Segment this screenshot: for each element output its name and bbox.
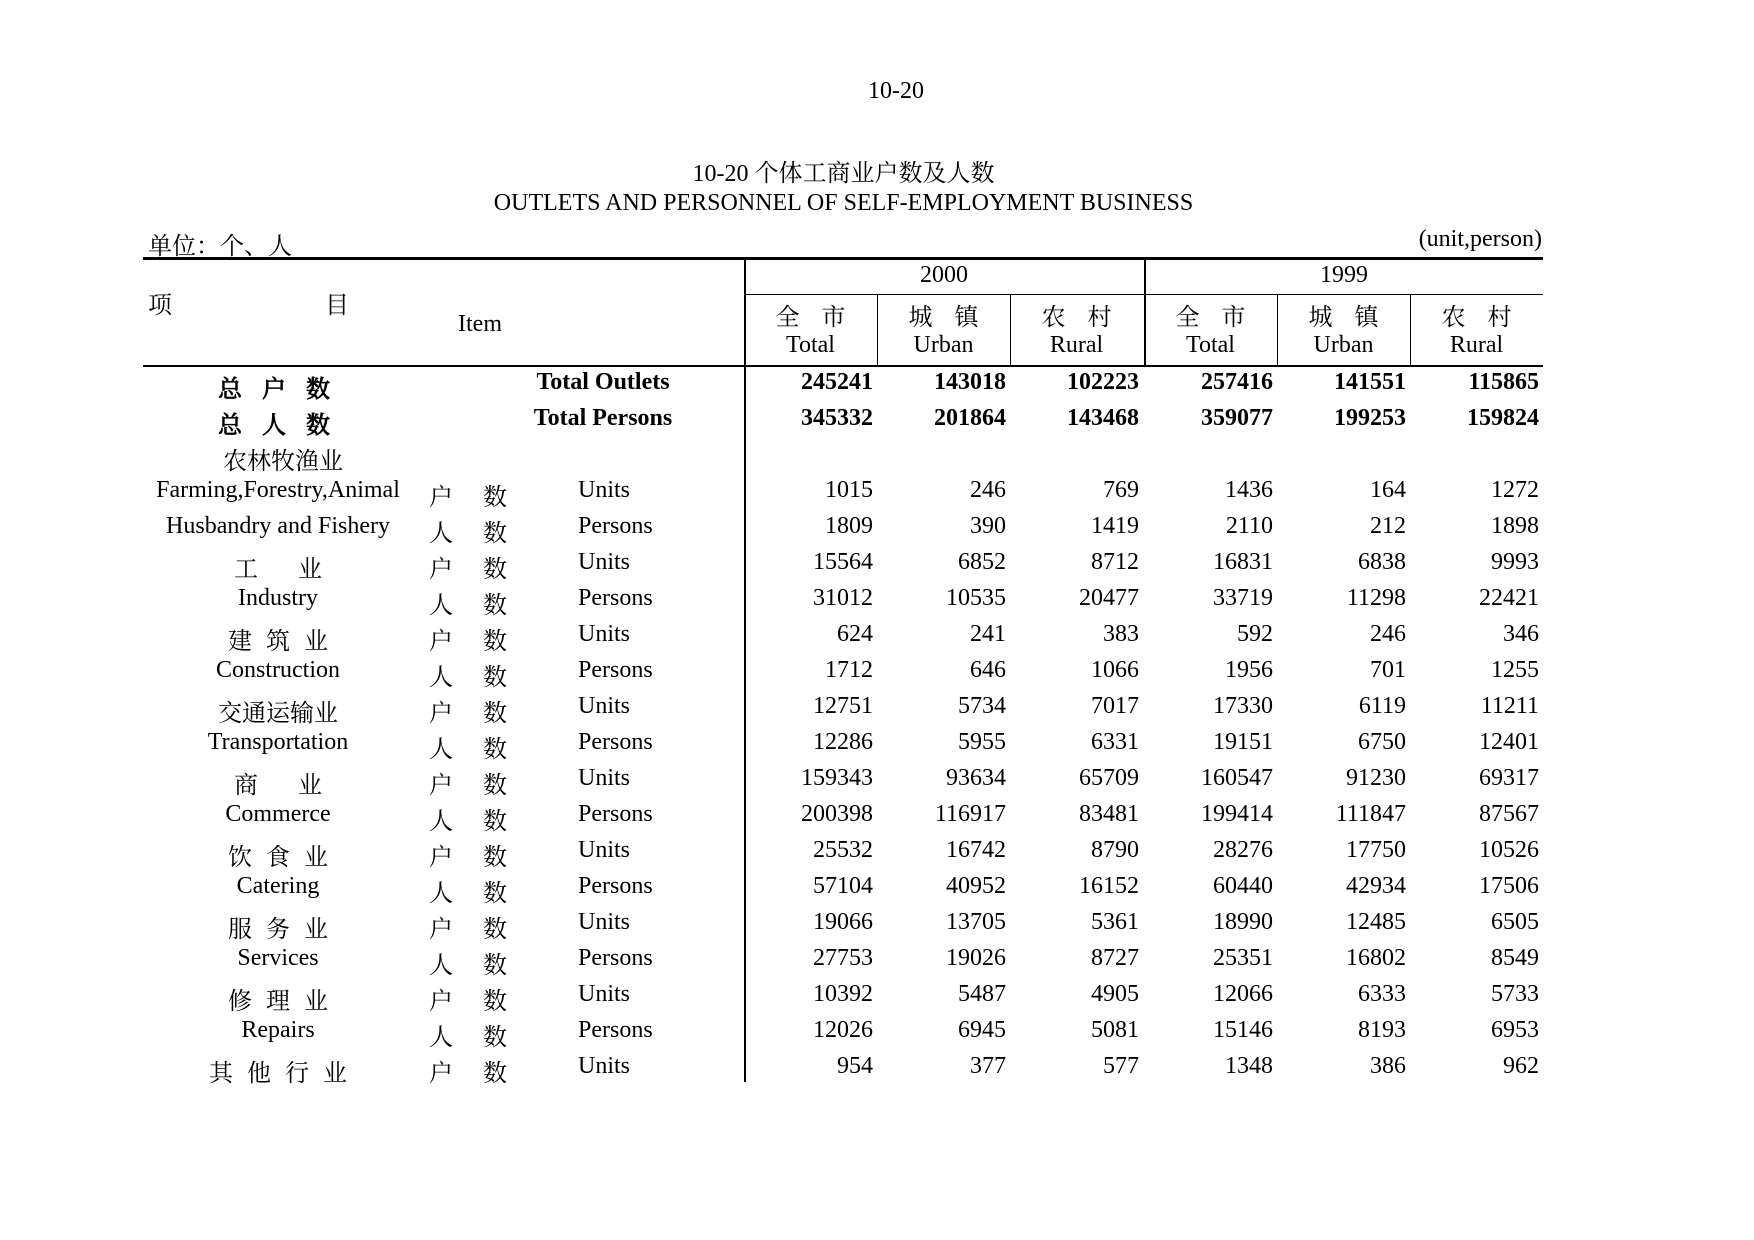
cell-value: 31012 bbox=[813, 585, 873, 611]
cell-value: 8790 bbox=[1091, 837, 1139, 863]
cell-value: 1255 bbox=[1491, 657, 1539, 683]
cell-value: 199414 bbox=[1201, 801, 1273, 827]
cell-value: 16742 bbox=[946, 837, 1006, 863]
row-label: 饮食业 bbox=[228, 845, 342, 871]
cell-value: 359077 bbox=[1201, 405, 1273, 431]
table-title-cn: 10-20 个体工商业户数及人数 bbox=[692, 161, 995, 187]
row-label: Industry bbox=[238, 585, 318, 611]
cell-value: 160547 bbox=[1201, 765, 1273, 791]
row-unit-cn: 户数 bbox=[429, 485, 537, 511]
cell-value: 159343 bbox=[801, 765, 873, 791]
table-row-total-persons bbox=[143, 405, 1543, 441]
cell-value: 1809 bbox=[825, 513, 873, 539]
row-label: 修理业 bbox=[228, 989, 342, 1015]
cell-value: 143018 bbox=[934, 369, 1006, 395]
row-unit-cn: 人数 bbox=[429, 521, 537, 547]
cell-value: 10535 bbox=[946, 585, 1006, 611]
cell-value: 5487 bbox=[958, 981, 1006, 1007]
row-unit-en: Persons bbox=[578, 729, 653, 755]
row-unit-en: Units bbox=[578, 909, 631, 935]
cell-value: 17750 bbox=[1346, 837, 1406, 863]
row-unit-cn: 户数 bbox=[429, 701, 537, 727]
cell-value: 22421 bbox=[1479, 585, 1539, 611]
cell-value: 200398 bbox=[801, 801, 873, 827]
table-row bbox=[143, 837, 1543, 873]
cell-value: 25532 bbox=[813, 837, 873, 863]
cell-value: 1436 bbox=[1225, 477, 1273, 503]
cell-value: 5734 bbox=[958, 693, 1006, 719]
row-label: Services bbox=[237, 945, 319, 971]
cell-value: 65709 bbox=[1079, 765, 1139, 791]
cell-value: 91230 bbox=[1346, 765, 1406, 791]
section-heading: 农林牧渔业 bbox=[223, 449, 343, 475]
row-unit-en: Persons bbox=[578, 873, 653, 899]
table-row bbox=[143, 945, 1543, 981]
cell-value: 93634 bbox=[946, 765, 1006, 791]
table-row bbox=[143, 729, 1543, 765]
cell-value: 386 bbox=[1370, 1053, 1406, 1079]
table-row bbox=[143, 1017, 1543, 1053]
row-unit-en: Persons bbox=[578, 801, 653, 827]
header-year-2000: 2000 bbox=[920, 262, 968, 288]
row-label: 交通运输业 bbox=[218, 701, 338, 727]
cell-value: 7017 bbox=[1091, 693, 1139, 719]
row-label: 其他行业 bbox=[209, 1061, 361, 1087]
row-label: 建筑业 bbox=[228, 629, 342, 655]
header-sub-cn: 城镇 bbox=[908, 305, 1001, 331]
cell-value: 11211 bbox=[1480, 693, 1539, 719]
cell-value: 6750 bbox=[1358, 729, 1406, 755]
header-sub-cn: 城镇 bbox=[1308, 305, 1401, 331]
cell-value: 5361 bbox=[1091, 909, 1139, 935]
cell-value: 5955 bbox=[958, 729, 1006, 755]
cell-value: 25351 bbox=[1213, 945, 1273, 971]
cell-value: 159824 bbox=[1467, 405, 1539, 431]
row-unit-en: Persons bbox=[578, 585, 653, 611]
row-unit-cn: 人数 bbox=[429, 1025, 537, 1051]
cell-value: 164 bbox=[1370, 477, 1406, 503]
cell-value: 33719 bbox=[1213, 585, 1273, 611]
table-row bbox=[143, 873, 1543, 909]
cell-value: 10392 bbox=[813, 981, 873, 1007]
row-label: Catering bbox=[236, 873, 320, 899]
table-row bbox=[143, 693, 1543, 729]
cell-value: 701 bbox=[1370, 657, 1406, 683]
table-row bbox=[143, 981, 1543, 1017]
row-label: Farming,Forestry,Animal bbox=[156, 477, 400, 503]
cell-value: 12401 bbox=[1479, 729, 1539, 755]
cell-value: 19026 bbox=[946, 945, 1006, 971]
cell-value: 5081 bbox=[1091, 1017, 1139, 1043]
cell-value: 19151 bbox=[1213, 729, 1273, 755]
header-sub-en: Rural bbox=[1449, 332, 1504, 358]
row-unit-en: Units bbox=[578, 1053, 631, 1079]
cell-value: 1272 bbox=[1491, 477, 1539, 503]
cell-value: 11298 bbox=[1346, 585, 1406, 611]
cell-value: 17330 bbox=[1213, 693, 1273, 719]
cell-value: 42934 bbox=[1346, 873, 1406, 899]
cell-value: 57104 bbox=[813, 873, 873, 899]
header-sub-cn: 全市 bbox=[1175, 305, 1268, 331]
row-label: Construction bbox=[216, 657, 340, 683]
table-row-total-outlets bbox=[143, 369, 1543, 405]
cell-value: 60440 bbox=[1213, 873, 1273, 899]
cell-value: 8193 bbox=[1358, 1017, 1406, 1043]
cell-value: 769 bbox=[1103, 477, 1139, 503]
cell-value: 10526 bbox=[1479, 837, 1539, 863]
cell-value: 1015 bbox=[825, 477, 873, 503]
table-row bbox=[143, 657, 1543, 693]
row-label: 商业 bbox=[234, 773, 362, 799]
cell-value: 383 bbox=[1103, 621, 1139, 647]
table-row bbox=[143, 585, 1543, 621]
row-unit-en: Units bbox=[578, 477, 631, 503]
header-sub-en: Total bbox=[1186, 332, 1235, 358]
row-unit-en: Units bbox=[578, 765, 631, 791]
row-unit-en: Units bbox=[578, 837, 631, 863]
row-unit-en: Units bbox=[578, 693, 631, 719]
cell-value: 17506 bbox=[1479, 873, 1539, 899]
table-row bbox=[143, 621, 1543, 657]
cell-value: 12751 bbox=[813, 693, 873, 719]
header-sub-cn: 全市 bbox=[775, 305, 868, 331]
cell-value: 5733 bbox=[1491, 981, 1539, 1007]
cell-value: 377 bbox=[970, 1053, 1006, 1079]
cell-value: 592 bbox=[1237, 621, 1273, 647]
header-item-cn-left: 项 bbox=[148, 293, 172, 319]
row-unit-en: Units bbox=[578, 549, 631, 575]
cell-value: 87567 bbox=[1479, 801, 1539, 827]
cell-value: 390 bbox=[970, 513, 1006, 539]
row-label: 服务业 bbox=[228, 917, 342, 943]
cell-value: 83481 bbox=[1079, 801, 1139, 827]
cell-value: 246 bbox=[1370, 621, 1406, 647]
cell-value: 4905 bbox=[1091, 981, 1139, 1007]
cell-value: 40952 bbox=[946, 873, 1006, 899]
row-unit-cn: 人数 bbox=[429, 953, 537, 979]
row-unit-cn: 户数 bbox=[429, 845, 537, 871]
table-top-rule bbox=[143, 257, 1543, 260]
row-label-cn: 总人数 bbox=[218, 413, 350, 439]
row-unit-en: Units bbox=[578, 621, 631, 647]
cell-value: 6333 bbox=[1358, 981, 1406, 1007]
header-sub-cn: 农村 bbox=[1441, 305, 1534, 331]
cell-value: 69317 bbox=[1479, 765, 1539, 791]
cell-value: 8549 bbox=[1491, 945, 1539, 971]
cell-value: 1348 bbox=[1225, 1053, 1273, 1079]
unit-label-cn: 单位：个、人 bbox=[148, 234, 292, 260]
cell-value: 646 bbox=[970, 657, 1006, 683]
row-unit-cn: 户数 bbox=[429, 557, 537, 583]
header-bottom-rule bbox=[143, 365, 1543, 367]
cell-value: 15146 bbox=[1213, 1017, 1273, 1043]
header-sub-en: Total bbox=[786, 332, 835, 358]
cell-value: 13705 bbox=[946, 909, 1006, 935]
row-unit-cn: 人数 bbox=[429, 809, 537, 835]
table-row bbox=[143, 801, 1543, 837]
row-label-cn: 总户数 bbox=[218, 377, 350, 403]
cell-value: 6852 bbox=[958, 549, 1006, 575]
header-sub-cn: 农村 bbox=[1041, 305, 1134, 331]
table-row bbox=[143, 1053, 1543, 1089]
cell-value: 18990 bbox=[1213, 909, 1273, 935]
row-label: 工业 bbox=[234, 557, 362, 583]
table-title-en: OUTLETS AND PERSONNEL OF SELF-EMPLOYMENT BUSINESS bbox=[493, 190, 1194, 216]
row-unit-cn: 人数 bbox=[429, 593, 537, 619]
row-unit-cn: 户数 bbox=[429, 917, 537, 943]
row-unit-cn: 户数 bbox=[429, 629, 537, 655]
cell-value: 1066 bbox=[1091, 657, 1139, 683]
header-sub-en: Urban bbox=[913, 332, 974, 358]
cell-value: 15564 bbox=[813, 549, 873, 575]
cell-value: 27753 bbox=[813, 945, 873, 971]
year-1999-underline bbox=[1144, 294, 1543, 295]
table-row bbox=[143, 477, 1543, 513]
row-unit-cn: 户数 bbox=[429, 773, 537, 799]
cell-value: 8727 bbox=[1091, 945, 1139, 971]
cell-value: 1898 bbox=[1491, 513, 1539, 539]
cell-value: 1956 bbox=[1225, 657, 1273, 683]
cell-value: 115865 bbox=[1468, 369, 1539, 395]
cell-value: 16831 bbox=[1213, 549, 1273, 575]
cell-value: 8712 bbox=[1091, 549, 1139, 575]
cell-value: 12066 bbox=[1213, 981, 1273, 1007]
cell-value: 345332 bbox=[801, 405, 873, 431]
cell-value: 962 bbox=[1503, 1053, 1539, 1079]
table-row bbox=[143, 765, 1543, 801]
row-unit-en: Persons bbox=[578, 657, 653, 683]
row-label-en: Total Persons bbox=[533, 405, 673, 431]
cell-value: 20477 bbox=[1079, 585, 1139, 611]
cell-value: 28276 bbox=[1213, 837, 1273, 863]
cell-value: 2110 bbox=[1225, 513, 1273, 539]
cell-value: 245241 bbox=[801, 369, 873, 395]
row-unit-cn: 户数 bbox=[429, 1061, 537, 1087]
row-unit-en: Persons bbox=[578, 945, 653, 971]
row-label: Commerce bbox=[225, 801, 331, 827]
cell-value: 6953 bbox=[1491, 1017, 1539, 1043]
cell-value: 102223 bbox=[1067, 369, 1139, 395]
cell-value: 1712 bbox=[825, 657, 873, 683]
cell-value: 212 bbox=[1370, 513, 1406, 539]
cell-value: 624 bbox=[837, 621, 873, 647]
cell-value: 346 bbox=[1503, 621, 1539, 647]
year-2000-underline bbox=[744, 294, 1144, 295]
row-unit-en: Persons bbox=[578, 1017, 653, 1043]
table-row bbox=[143, 549, 1543, 585]
cell-value: 241 bbox=[970, 621, 1006, 647]
section-heading-row bbox=[143, 441, 1543, 477]
cell-value: 111847 bbox=[1335, 801, 1406, 827]
cell-value: 6945 bbox=[958, 1017, 1006, 1043]
row-label: Transportation bbox=[207, 729, 349, 755]
row-unit-cn: 人数 bbox=[429, 737, 537, 763]
page-number: 10-20 bbox=[868, 78, 924, 104]
cell-value: 16152 bbox=[1079, 873, 1139, 899]
table-row bbox=[143, 513, 1543, 549]
cell-value: 12026 bbox=[813, 1017, 873, 1043]
cell-value: 116917 bbox=[934, 801, 1006, 827]
cell-value: 12286 bbox=[813, 729, 873, 755]
cell-value: 577 bbox=[1103, 1053, 1139, 1079]
cell-value: 19066 bbox=[813, 909, 873, 935]
cell-value: 16802 bbox=[1346, 945, 1406, 971]
unit-label-en: (unit,person) bbox=[1418, 226, 1542, 252]
cell-value: 6505 bbox=[1491, 909, 1539, 935]
row-label: Husbandry and Fishery bbox=[166, 513, 390, 539]
header-item-en: Item bbox=[458, 311, 502, 337]
cell-value: 141551 bbox=[1334, 369, 1406, 395]
table-row bbox=[143, 909, 1543, 945]
header-year-1999: 1999 bbox=[1320, 262, 1368, 288]
cell-value: 6838 bbox=[1358, 549, 1406, 575]
row-unit-en: Units bbox=[578, 981, 631, 1007]
cell-value: 1419 bbox=[1091, 513, 1139, 539]
row-label: Repairs bbox=[241, 1017, 315, 1043]
cell-value: 9993 bbox=[1491, 549, 1539, 575]
header-item-cn-right: 目 bbox=[325, 293, 349, 319]
row-unit-cn: 人数 bbox=[429, 881, 537, 907]
header-sub-en: Rural bbox=[1049, 332, 1104, 358]
cell-value: 954 bbox=[837, 1053, 873, 1079]
cell-value: 12485 bbox=[1346, 909, 1406, 935]
row-label-en: Total Outlets bbox=[536, 369, 670, 395]
cell-value: 6119 bbox=[1358, 693, 1406, 719]
cell-value: 6331 bbox=[1091, 729, 1139, 755]
row-unit-cn: 户数 bbox=[429, 989, 537, 1015]
cell-value: 143468 bbox=[1067, 405, 1139, 431]
row-unit-cn: 人数 bbox=[429, 665, 537, 691]
row-unit-en: Persons bbox=[578, 513, 653, 539]
cell-value: 246 bbox=[970, 477, 1006, 503]
cell-value: 199253 bbox=[1334, 405, 1406, 431]
header-sub-en: Urban bbox=[1313, 332, 1374, 358]
cell-value: 201864 bbox=[934, 405, 1006, 431]
cell-value: 257416 bbox=[1201, 369, 1273, 395]
